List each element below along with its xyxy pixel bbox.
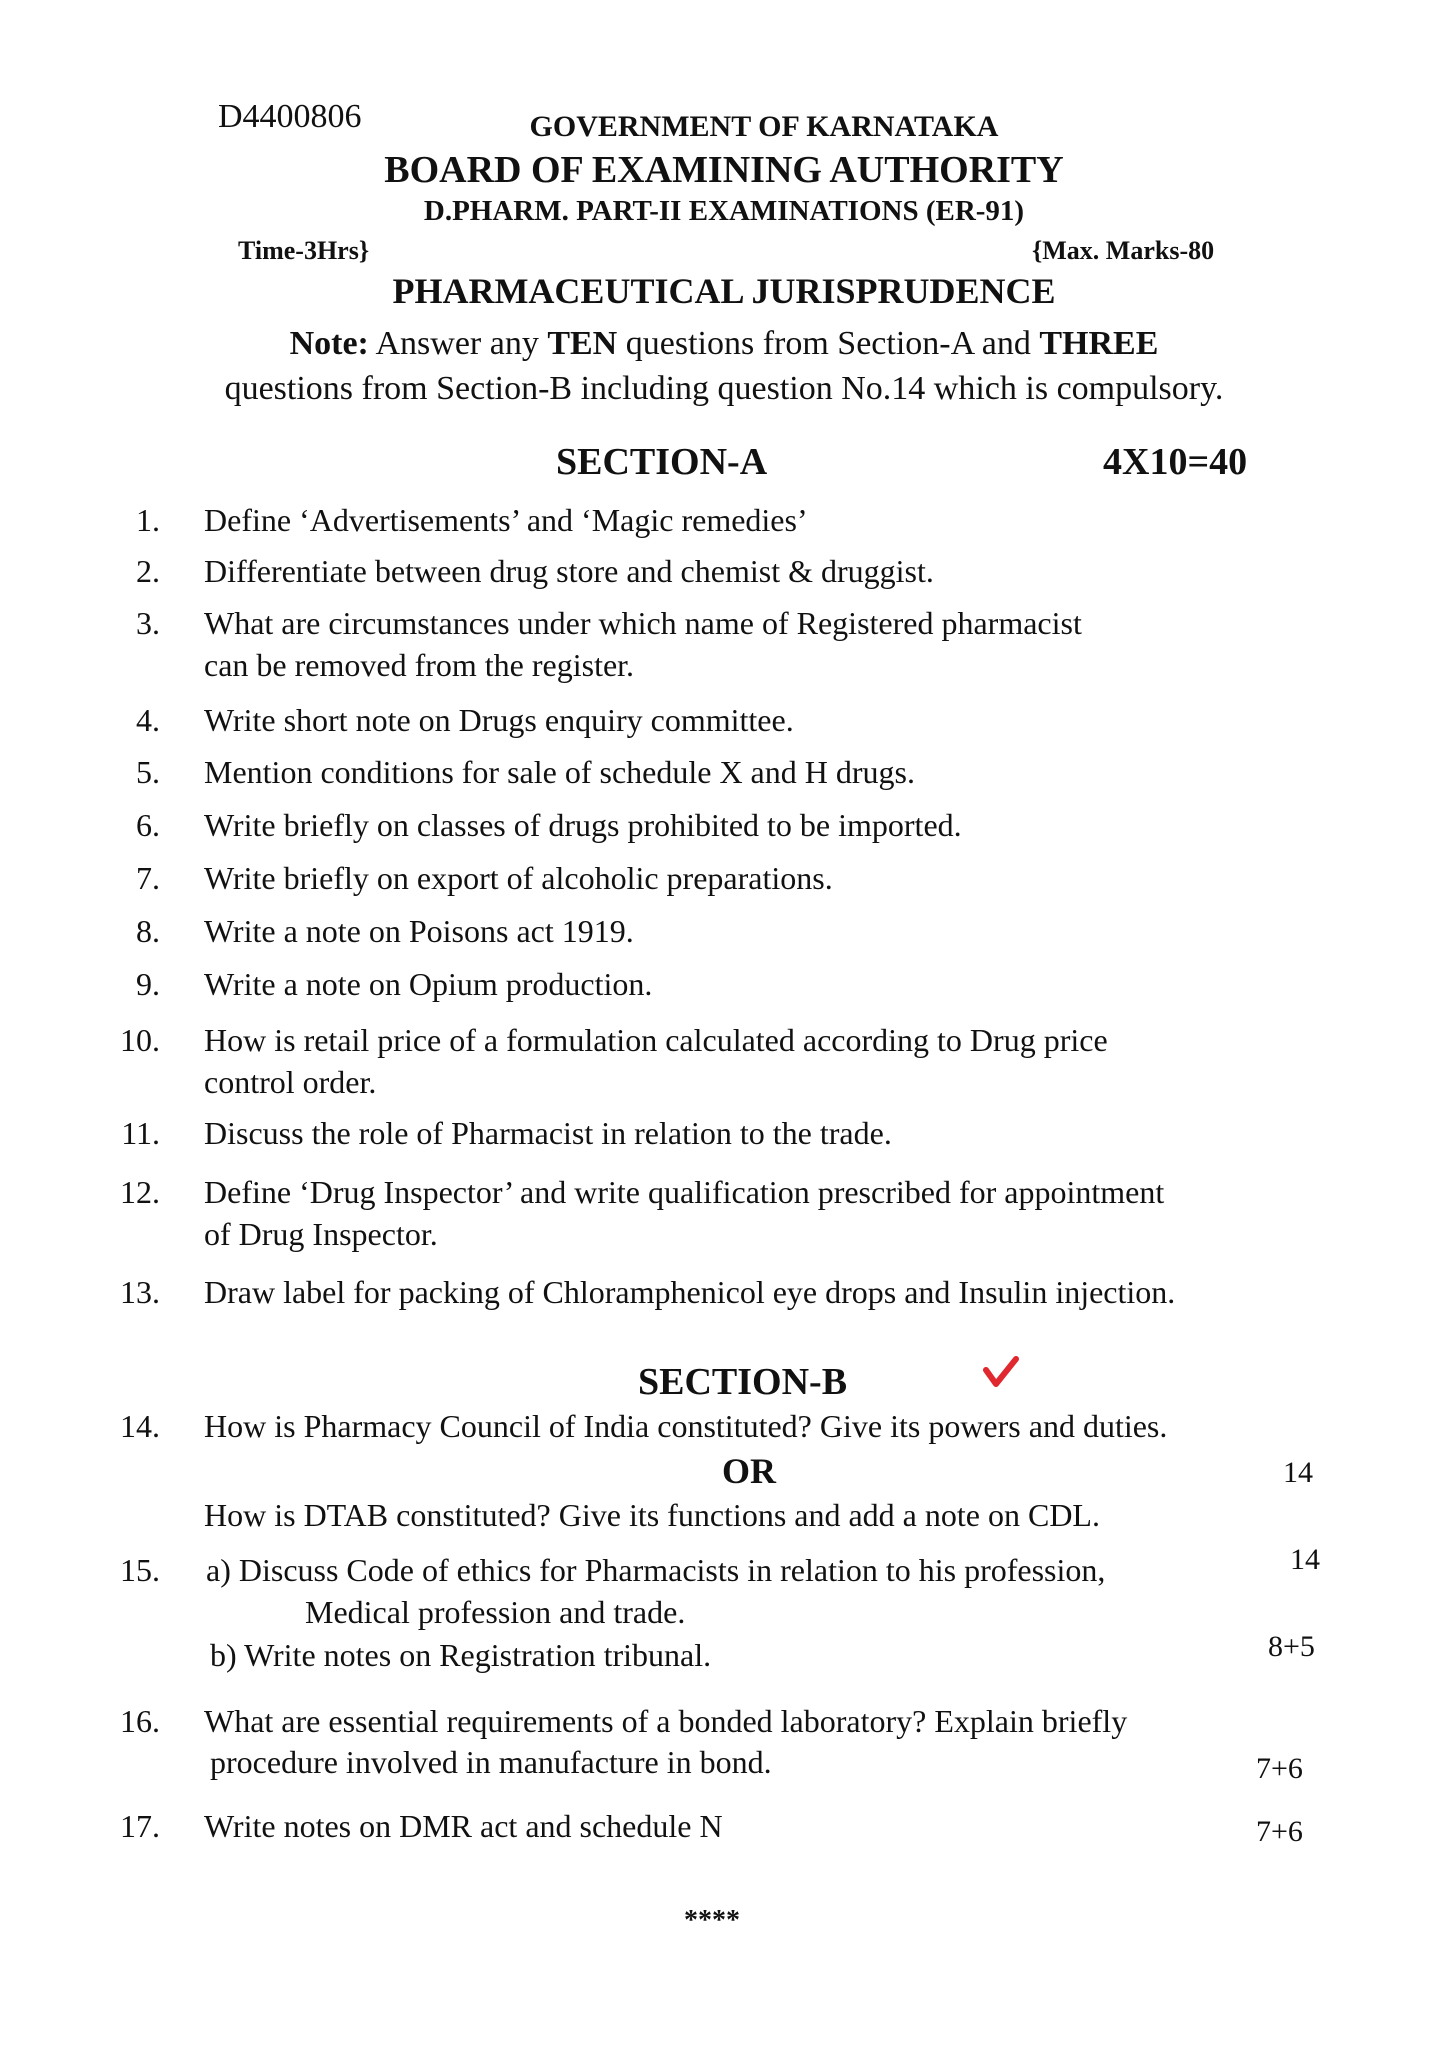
section-b-title: SECTION-B [638,1361,848,1403]
question-number: 10. [120,1022,160,1058]
question-part-a: a) Discuss Code of ethics for Pharmacists in relation to his profession, [206,1552,1106,1588]
question-number: 14. [120,1408,160,1444]
end-of-paper-mark: **** [684,1905,740,1936]
question-number: 7. [136,860,160,896]
question-number: 11. [121,1115,160,1151]
section-a-title: SECTION-A [556,441,768,483]
max-marks: {Max. Marks-80 [1032,236,1215,265]
question-text: Discuss the role of Pharmacist in relation to the trade. [204,1115,892,1151]
or-divider: OR [722,1451,776,1491]
question-number: 8. [136,913,160,949]
question-number: 3. [136,605,160,641]
question-text: Draw label for packing of Chloramphenicol eye drops and Insulin injection. [204,1274,1176,1310]
paper-code: D4400806 [218,98,362,135]
question-number: 12. [120,1174,160,1210]
government-heading: GOVERNMENT OF KARNATAKA [529,110,999,143]
question-text-cont: control order. [204,1064,377,1100]
question-number: 15. [120,1552,160,1588]
question-number: 6. [136,807,160,843]
question-text: Write a note on Poisons act 1919. [204,913,634,949]
question-text: Differentiate between drug store and chemist & druggist. [204,553,934,589]
section-a-marks: 4X10=40 [1103,441,1248,483]
question-number: 1. [136,502,160,538]
board-heading: BOARD OF EXAMINING AUTHORITY [384,149,1064,191]
question-number: 2. [136,553,160,589]
question-text-cont: can be removed from the register. [204,647,635,683]
question-text: Write short note on Drugs enquiry committee. [204,702,794,738]
question-marks: 14 [1283,1456,1313,1489]
question-text: How is retail price of a formulation calculated according to Drug price [204,1022,1108,1058]
question-text: Define ‘Advertisements’ and ‘Magic remedies’ [204,502,808,538]
note-line-2: questions from Section-B including question No.14 which is compulsory. [224,370,1224,407]
question-text: What are essential requirements of a bonded laboratory? Explain briefly [204,1703,1128,1739]
question-text: What are circumstances under which name of Registered pharmacist [204,605,1082,641]
question-number: 13. [120,1274,160,1310]
time-allowed: Time-3Hrs} [238,236,370,265]
question-number: 16. [120,1703,160,1739]
question-number: 9. [136,966,160,1002]
question-text: Write notes on DMR act and schedule N [204,1808,723,1844]
question-text: Write briefly on classes of drugs prohibited to be imported. [204,807,962,843]
question-marks: 8+5 [1268,1630,1315,1663]
question-text: How is Pharmacy Council of India constituted? Give its powers and duties. [204,1408,1168,1444]
question-marks: 7+6 [1256,1815,1303,1848]
exam-heading: D.PHARM. PART-II EXAMINATIONS (ER-91) [423,195,1025,227]
note-label: Note: [289,325,369,362]
question-number: 4. [136,702,160,738]
question-text: Write briefly on export of alcoholic preparations. [204,860,833,896]
subject-title: PHARMACEUTICAL JURISPRUDENCE [392,271,1056,311]
question-marks: 14 [1290,1543,1320,1576]
question-text: Define ‘Drug Inspector’ and write qualification prescribed for appointment [204,1174,1165,1210]
question-part-a-cont: Medical profession and trade. [305,1594,686,1630]
question-part-b: b) Write notes on Registration tribunal. [210,1637,712,1673]
question-number: 17. [120,1808,160,1844]
question-text: Write a note on Opium production. [204,966,653,1002]
question-text: Mention conditions for sale of schedule X and H drugs. [204,754,915,790]
question-number: 5. [136,754,160,790]
check-mark-icon [983,1356,1019,1388]
question-text-cont: procedure involved in manufacture in bond. [210,1744,772,1780]
question-marks: 7+6 [1256,1752,1303,1785]
question-text-alt: How is DTAB constituted? Give its functions and add a note on CDL. [204,1497,1100,1533]
note-line-1: Note: Answer any TEN questions from Section-A and THREE [289,325,1159,362]
question-text-cont: of Drug Inspector. [204,1216,438,1252]
